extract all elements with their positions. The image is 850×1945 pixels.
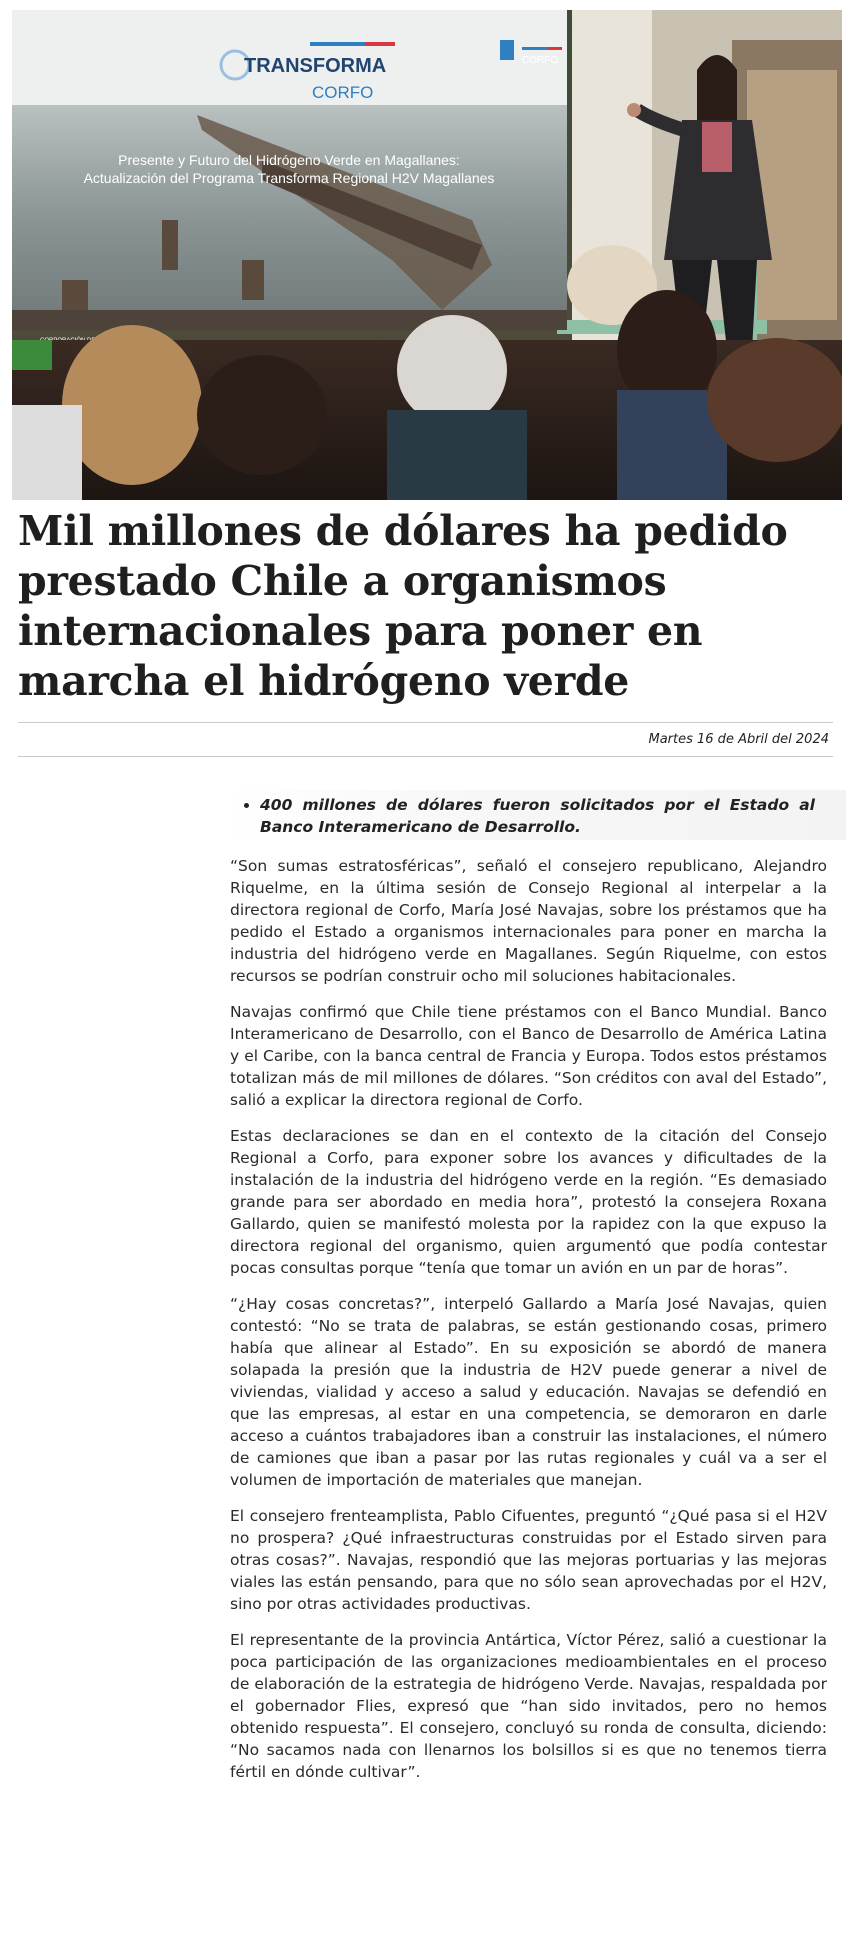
article-paragraph: Estas declaraciones se dan en el contexto de la citación del Consejo Regional a Corfo, para exponer sobre los avances y dificultades de la instalación de la industria del hidrógeno verde en la región. “Es demasiado grande para ser abordado en media hora”, protestó la consejera Roxana Gallardo, quien se manifestó molesta por la rapidez con la que expuso la directora regional del organismo, quien argumentó que podía contestar pocas consultas porque “tenía que tomar un avión en un par de horas”. — [230, 1127, 827, 1277]
summary-bullet: • 400 millones de dólares fueron solicitados por el Estado al Banco Interamericano de Desarrollo. — [260, 790, 815, 838]
slide-water — [12, 105, 567, 330]
hero-photo — [12, 10, 842, 500]
divider-bottom — [18, 756, 833, 757]
article-paragraph: “¿Hay cosas concretas?”, interpeló Gallardo a María José Navajas, quien contestó: “No se trata de palabras, se están gestionando cosas, primero había que alinear al Estado”. En su exposición se abordó de manera solapada la presión que la industria de H2V puede generar a nivel de viviendas, vialidad y acceso a salud y educación. Navajas se defendió en que las empresas, al estar en una competencia, se demoraron en darle acceso a cuántos trabajadores iban a construir las instalaciones, el número de camiones que iban a pasar por las rutas regionales y cuál va a ser el volumen de importación de materiales que manejan. — [230, 1295, 827, 1489]
slide-brand-sub: CORFO — [312, 83, 374, 102]
article-title-line: Mil millones de dólares ha pedido — [18, 507, 788, 555]
slide-corfo-logo: CORFO — [522, 55, 559, 66]
article-title-line: internacionales para poner en — [18, 607, 703, 655]
article-paragraph: “Son sumas estratosféricas”, señaló el consejero republicano, Alejandro Riquelme, en la última sesión de Consejo Regional al interpelar a la directora regional de Corfo, María José Navajas, sobre los préstamos que ha pedido el Estado a organismos internacionales para poner en marcha la industria del hidrógeno verde en Magallanes. Según Riquelme, con estos recursos se podrían construir ocho mil soluciones habitacionales. — [230, 857, 827, 985]
slide-title-line2: Actualización del Programa Transforma Regional H2V Magallanes — [83, 170, 495, 186]
publish-date: Martes 16 de Abril del 2024 — [648, 732, 829, 747]
article-summary — [226, 790, 846, 840]
article-title — [18, 506, 818, 706]
hero-illustration — [12, 10, 842, 500]
article-title-line: marcha el hidrógeno verde — [18, 657, 630, 705]
slide-brand: TRANSFORMA — [244, 55, 387, 77]
divider-top — [18, 722, 833, 723]
article-paragraph: El representante de la provincia Antártica, Víctor Pérez, salió a cuestionar la poca participación de las organizaciones medioambientales en el proceso de elaboración de la estrategia de hidrógeno Verde. Navajas, respaldada por el gobernador Flies, expresó que “han sido invitados, pero no hemos obtenido respuesta”. El consejero, concluyó su ronda de consulta, diciendo: “No sacamos nada con llenarnos los bolsillos si es que no tenemos tierra fértil en dónde cultivar”. — [230, 1631, 827, 1781]
article-title-line: prestado Chile a organismos — [18, 557, 667, 605]
slide-title-line1: Presente y Futuro del Hidrógeno Verde en Magallanes: — [118, 152, 460, 168]
article-paragraph: El consejero frenteamplista, Pablo Cifuentes, preguntó “¿Qué pasa si el H2V no prospera? ¿Qué infraestructuras construidas por el Estado sirven para otras cosas?”. Navajas, respondió que las mejoras portuarias y las mejoras viales las están pensando, para que no sólo sean aprovechadas por el H2V, sino por otras actividades productivas. — [230, 1507, 827, 1613]
article-paragraph: Navajas confirmó que Chile tiene préstamos con el Banco Mundial. Banco Interamericano de Desarrollo, con el Banco de Desarrollo de América Latina y el Caribe, con la banca central de Francia y Europa. Todos estos préstamos totalizan más de mil millones de dólares. “Son créditos con aval del Estado”, salió a explicar la directora regional de Corfo. — [230, 1003, 827, 1109]
article-body — [230, 855, 827, 1797]
